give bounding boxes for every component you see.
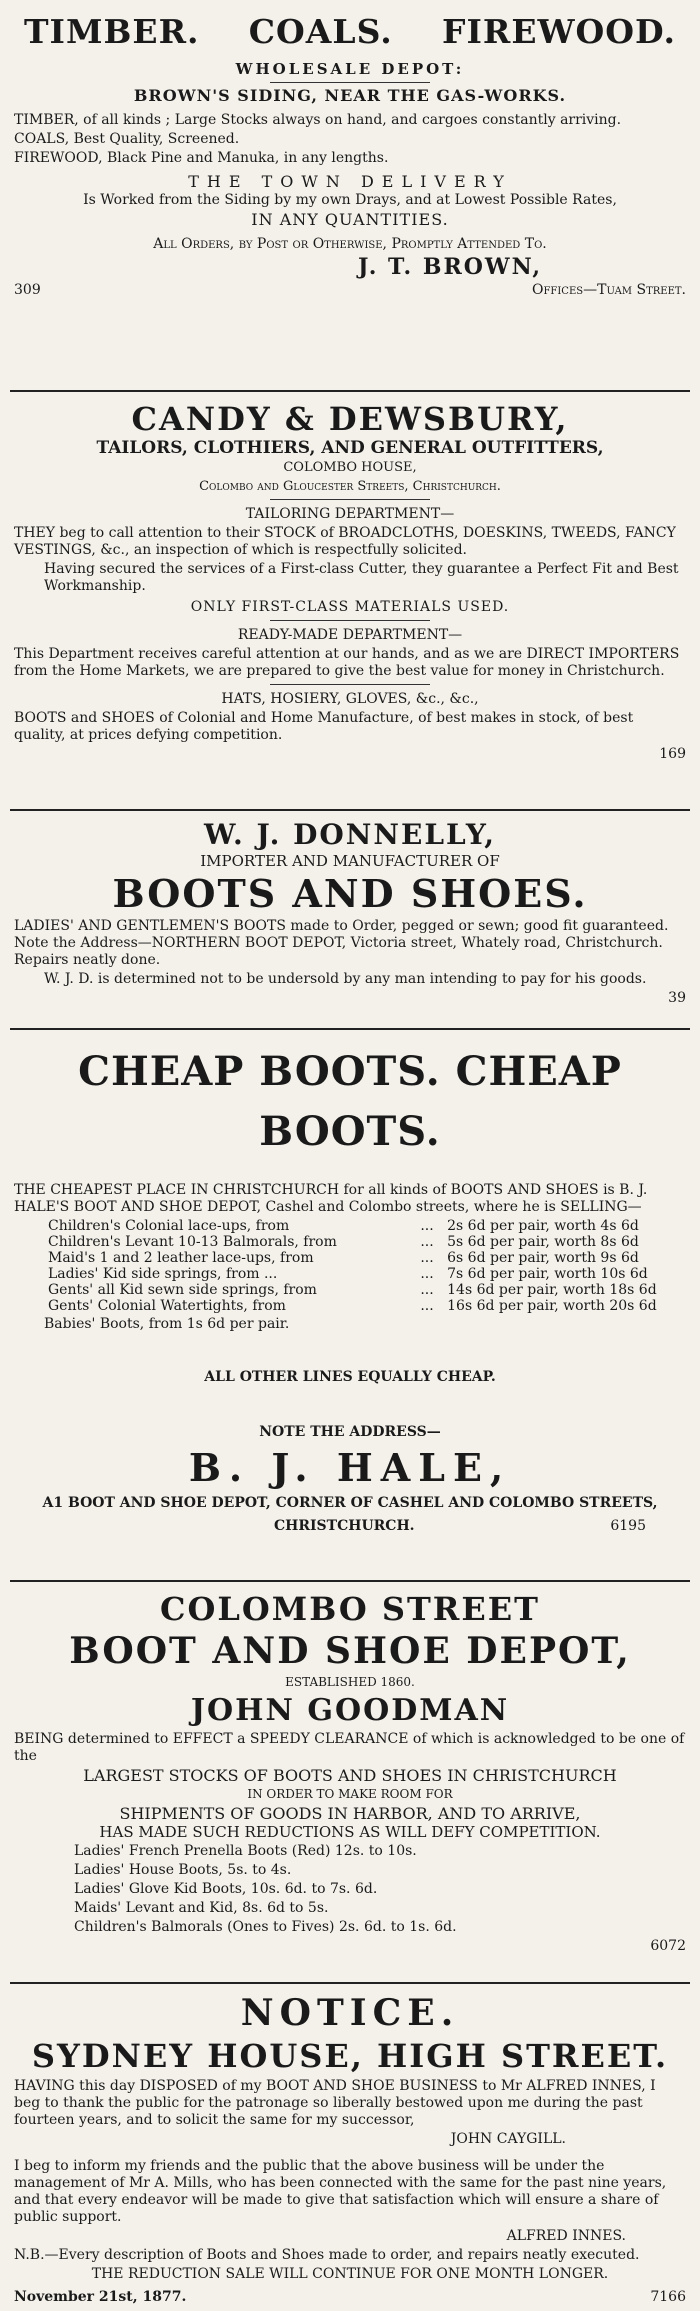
- ad2-materials: ONLY FIRST-CLASS MATERIALS USED.: [190, 599, 510, 615]
- divider: [270, 499, 430, 500]
- ad6-footer: [14, 2289, 686, 2305]
- ad1-delivery-text: Is Worked from the Siding by my own Drays, and at Lowest Possible Rates,: [83, 192, 617, 208]
- ad6-sign1: JOHN CAYGILL.: [450, 2131, 566, 2147]
- price-value: 2s 6d per pair, worth 4s 6d: [447, 1218, 639, 1234]
- ad1-number: 309: [14, 282, 41, 298]
- ad2-dept2: READY-MADE DEPARTMENT—: [237, 627, 463, 643]
- ad2-trade: TAILORS, CLOTHIERS, AND GENERAL OUTFITTERS,: [96, 438, 604, 458]
- ad5-established: ESTABLISHED 1860.: [285, 1675, 415, 1689]
- ad5-number: 6072: [650, 1938, 686, 1954]
- ad1-location: BROWN'S SIDING, NEAR THE GAS-WORKS.: [133, 86, 567, 105]
- price-value: 16s 6d per pair, worth 20s 6d: [447, 1298, 657, 1314]
- ad4-note: NOTE THE ADDRESS—: [259, 1424, 441, 1440]
- ad5-intro: BEING determined to EFFECT a SPEEDY CLEARANCE of which is acknowledged to be one of the: [14, 1731, 685, 1764]
- ad2-cutter: Having secured the services of a First-class Cutter, they guarantee a Perfect Fit and Best Workmanship.: [44, 561, 679, 594]
- price-value: 5s 6d per pair, worth 8s 6d: [447, 1234, 639, 1250]
- price-dots: ...: [420, 1234, 434, 1250]
- ad4-headline: CHEAP BOOTS. CHEAP BOOTS.: [78, 1048, 622, 1155]
- ad6-number: 7166: [650, 2289, 686, 2305]
- ad1-firewood: FIREWOOD, Black Pine and Manuka, in any lengths.: [14, 150, 389, 166]
- price-item: Gents' all Kid sewn side springs, from: [48, 1282, 317, 1298]
- price-item: Children's Levant 10-13 Balmorals, from: [48, 1234, 337, 1250]
- ad4-city: CHRISTCHURCH.: [274, 1518, 415, 1534]
- ad2-address: Colombo and Gloucester Streets, Christchurch.: [199, 479, 501, 494]
- divider: [270, 82, 430, 83]
- ad-notice: [10, 1984, 690, 2311]
- ad1-offices: Offices—Tuam Street.: [532, 282, 686, 298]
- price-row: [44, 1298, 700, 1314]
- ad5-title: BOOT AND SHOE DEPOT,: [69, 1630, 631, 1672]
- goodman-list: [14, 1843, 686, 1936]
- price-dots: ...: [420, 1266, 434, 1282]
- headline-coals: COALS.: [248, 12, 393, 51]
- ad5-order: IN ORDER TO MAKE ROOM FOR: [247, 1787, 453, 1801]
- price-value: 7s 6d per pair, worth 10s 6d: [447, 1266, 648, 1282]
- ad6-text2: I beg to inform my friends and the public that the above business will be under the management of Mr A. Mills, who has been connected with the same for the past nine years, and that every endeavor will be made to give that satisfaction which will ensure a share of public support.: [14, 2158, 667, 2225]
- ad6-date: November 21st, 1877.: [14, 2289, 187, 2305]
- list-item: Ladies' House Boots, 5s. to 4s.: [74, 1862, 292, 1878]
- ad3-text: LADIES' AND GENTLEMEN'S BOOTS made to Order, pegged or sewn; good fit guaranteed. Note the Address—NORTHERN BOOT DEPOT, Victoria street, Whately road, Christchurch. Repairs neatly done.: [14, 918, 669, 968]
- ad4-name: B. J. HALE,: [188, 1445, 512, 1490]
- ad6-text1: HAVING this day DISPOSED of my BOOT AND SHOE BUSINESS to Mr ALFRED INNES, I beg to thank the public for the patronage so liberally bestowed upon me during the past fourteen years, and to solicit the same for my successor,: [14, 2078, 656, 2128]
- ad2-dept2-text: This Department receives careful attention at our hands, and as we are DIRECT IMPORTERS from the Home Markets, we are prepared to give the best value for money in Christchurch.: [14, 646, 680, 679]
- ad5-largest: LARGEST STOCKS OF BOOTS AND SHOES IN CHRISTCHURCH: [83, 1766, 617, 1785]
- ad1-coals: COALS, Best Quality, Screened.: [14, 131, 240, 147]
- price-row: [44, 1218, 700, 1234]
- ad2-boots: BOOTS and SHOES of Colonial and Home Manufacture, of best makes in stock, of best quality, at prices defying competition.: [14, 710, 634, 743]
- ad3-title: BOOTS AND SHOES.: [112, 871, 588, 916]
- ad5-name: JOHN GOODMAN: [190, 1693, 510, 1728]
- ad5-street: COLOMBO STREET: [160, 1590, 540, 1628]
- ad1-timber: TIMBER, of all kinds ; Large Stocks always on hand, and cargoes constantly arriving.: [14, 112, 622, 128]
- ad3-trade: IMPORTER AND MANUFACTURER OF: [200, 852, 500, 870]
- ad6-sale: THE REDUCTION SALE WILL CONTINUE FOR ONE MONTH LONGER.: [91, 2266, 609, 2282]
- ad4-babies: Babies' Boots, from 1s 6d per pair.: [44, 1316, 290, 1332]
- ad4-footer: [14, 1518, 686, 1534]
- divider: [270, 684, 430, 685]
- list-item: Children's Balmorals (Ones to Fives) 2s. 6d. to 1s. 6d.: [74, 1919, 457, 1935]
- list-item: Ladies' French Prenella Boots (Red) 12s. to 10s.: [74, 1843, 417, 1859]
- ad-donnelly: [10, 811, 690, 1030]
- ad3-number: 39: [668, 990, 686, 1006]
- price-row: [44, 1282, 700, 1298]
- list-item: Maids' Levant and Kid, 8s. 6d to 5s.: [74, 1900, 329, 1916]
- list-item: Ladies' Glove Kid Boots, 10s. 6d. to 7s. 6d.: [74, 1881, 378, 1897]
- ad-goodman: [10, 1582, 690, 1984]
- ad2-dept1: TAILORING DEPARTMENT—: [245, 506, 455, 522]
- ad2-house: COLOMBO HOUSE,: [283, 460, 417, 475]
- ad5-reductions: HAS MADE SUCH REDUCTIONS AS WILL DEFY COMPETITION.: [99, 1823, 601, 1841]
- ad1-orders: All Orders, by Post or Otherwise, Promptly Attended To.: [153, 236, 547, 252]
- ad2-number: 169: [659, 746, 686, 762]
- ad1-headline: [14, 12, 686, 51]
- headline-timber: TIMBER.: [24, 12, 200, 51]
- ad-brown: [10, 0, 690, 392]
- price-row: [44, 1266, 700, 1282]
- ad6-sign2: ALFRED INNES.: [506, 2228, 626, 2244]
- ad2-dept1-text: THEY beg to call attention to their STOCK of BROADCLOTHS, DOESKINS, TWEEDS, FANCY VESTINGS, &c., an inspection of which is respectfully solicited.: [14, 525, 676, 558]
- ad4-number: 6195: [610, 1518, 646, 1534]
- ad3-note: W. J. D. is determined not to be undersold by any man intending to pay for his goods.: [44, 971, 647, 987]
- price-row: [44, 1250, 700, 1266]
- ad1-sub: WHOLESALE DEPOT:: [235, 60, 465, 78]
- ad1-quantities: IN ANY QUANTITIES.: [251, 210, 449, 229]
- ad1-name: J. T. BROWN,: [358, 254, 542, 280]
- price-item: Maid's 1 and 2 leather lace-ups, from: [48, 1250, 314, 1266]
- ad6-nb: N.B.—Every description of Boots and Shoes made to order, and repairs neatly executed.: [14, 2247, 640, 2263]
- ad4-depot: A1 BOOT AND SHOE DEPOT, CORNER OF CASHEL AND COLOMBO STREETS,: [42, 1495, 658, 1511]
- price-value: 14s 6d per pair, worth 18s 6d: [447, 1282, 657, 1298]
- ad6-house: SYDNEY HOUSE, HIGH STREET.: [31, 2037, 669, 2075]
- price-dots: ...: [420, 1250, 434, 1266]
- ad-candy-dewsbury: [10, 392, 690, 811]
- price-dots: ...: [420, 1298, 434, 1314]
- divider: [270, 620, 430, 621]
- price-row: [44, 1234, 700, 1250]
- ad1-delivery-title: THE TOWN DELIVERY: [188, 172, 512, 191]
- ad4-intro: THE CHEAPEST PLACE IN CHRISTCHURCH for all kinds of BOOTS AND SHOES is B. J. HALE'S BOOT AND SHOE DEPOT, Cashel and Colombo streets, where he is SELLING—: [14, 1182, 648, 1215]
- ad2-hats: HATS, HOSIERY, GLOVES, &c., &c.,: [221, 691, 479, 707]
- ad1-footer: [14, 282, 686, 298]
- ad-hale: [10, 1030, 690, 1582]
- price-item: Gents' Colonial Watertights, from: [48, 1298, 286, 1314]
- headline-firewood: FIREWOOD.: [442, 12, 676, 51]
- price-value: 6s 6d per pair, worth 9s 6d: [447, 1250, 639, 1266]
- price-item: Children's Colonial lace-ups, from: [48, 1218, 290, 1234]
- ad6-notice: NOTICE.: [240, 1992, 460, 2034]
- price-dots: ...: [420, 1218, 434, 1234]
- ad4-other: ALL OTHER LINES EQUALLY CHEAP.: [204, 1369, 496, 1385]
- price-table: [44, 1218, 700, 1314]
- ad5-shipments: SHIPMENTS OF GOODS IN HARBOR, AND TO ARRIVE,: [119, 1804, 581, 1823]
- price-dots: ...: [420, 1282, 434, 1298]
- ad2-name: CANDY & DEWSBURY,: [131, 400, 569, 438]
- price-item: Ladies' Kid side springs, from ...: [48, 1266, 278, 1282]
- ad3-name: W. J. DONNELLY,: [203, 818, 497, 851]
